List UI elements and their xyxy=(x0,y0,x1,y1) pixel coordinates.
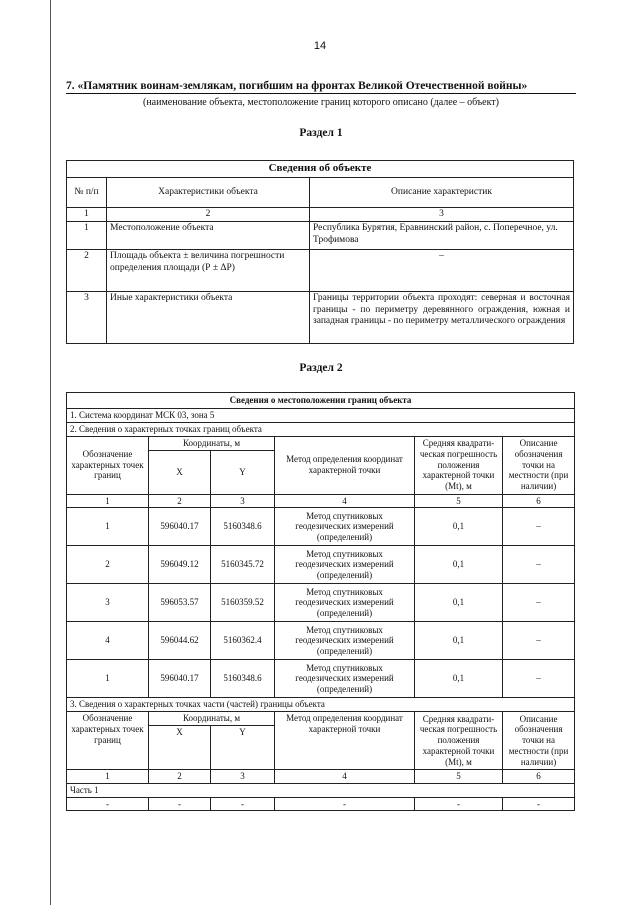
col-number: 2 xyxy=(107,208,310,222)
point-x: 596044.62 xyxy=(149,622,211,660)
part-cell: - xyxy=(67,797,149,811)
point-error: 0,1 xyxy=(415,622,503,660)
parts-header-coordinates: Координаты, м xyxy=(149,712,275,726)
col-number: 1 xyxy=(67,494,149,508)
col-number: 5 xyxy=(415,769,503,783)
header-x: X xyxy=(149,450,211,494)
header-num: № п/п xyxy=(67,178,107,208)
parts-header-point: Обозначение характерных точек границ xyxy=(67,712,149,770)
point-y: 5160348.6 xyxy=(211,508,275,546)
point-id: 1 xyxy=(67,660,149,698)
header-coordinates: Координаты, м xyxy=(149,436,275,450)
row-characteristic: Площадь объекта ± величина погрешности определения площади (Р ± ΔР) xyxy=(107,250,310,292)
header-point-description: Описание обозначения точки на местности (при наличии) xyxy=(503,436,575,494)
point-method: Метод спутниковых геодезических измерений (определений) xyxy=(275,508,415,546)
row-num: 1 xyxy=(67,222,107,250)
parts-header-x: X xyxy=(149,725,211,769)
point-description: – xyxy=(503,660,575,698)
point-method: Метод спутниковых геодезических измерений (определений) xyxy=(275,584,415,622)
part-cell: - xyxy=(503,797,575,811)
point-method: Метод спутниковых геодезических измерений (определений) xyxy=(275,546,415,584)
col-number: 6 xyxy=(503,769,575,783)
col-number: 6 xyxy=(503,494,575,508)
table-row xyxy=(67,250,574,292)
table-row xyxy=(67,660,575,698)
coordinate-system-line: 1. Система координат МСК 03, зона 5 xyxy=(67,409,575,423)
table-row xyxy=(67,292,574,344)
boundary-points-line: 2. Сведения о характерных точках границ объекта xyxy=(67,422,575,436)
col-number: 2 xyxy=(149,494,211,508)
table-row xyxy=(67,797,575,811)
table-row xyxy=(67,222,574,250)
table-row xyxy=(67,508,575,546)
object-subtitle: (наименование объекта, местоположение границ которого описано (далее – объект) xyxy=(142,97,500,108)
header-error: Средняя квадрати-ческая погрешность положения характерной точки (Mt), м xyxy=(415,436,503,494)
point-method: Метод спутниковых геодезических измерений (определений) xyxy=(275,622,415,660)
table-row xyxy=(67,546,575,584)
part-cell: - xyxy=(415,797,503,811)
point-method: Метод спутниковых геодезических измерений (определений) xyxy=(275,660,415,698)
col-number: 4 xyxy=(275,494,415,508)
col-number: 2 xyxy=(149,769,211,783)
col-number: 3 xyxy=(211,769,275,783)
col-number: 3 xyxy=(310,208,574,222)
point-x: 596040.17 xyxy=(149,660,211,698)
point-x: 596049.12 xyxy=(149,546,211,584)
object-title: 7. «Памятник воинам-землякам, погибшим на фронтах Великой Отечественной войны» xyxy=(66,80,576,94)
point-y: 5160362.4 xyxy=(211,622,275,660)
point-x: 596040.17 xyxy=(149,508,211,546)
table-row xyxy=(67,584,575,622)
part-points-line: 3. Сведения о характерных точках части (частей) границы объекта xyxy=(67,698,575,712)
object-info-table xyxy=(66,160,574,344)
section2-heading: Раздел 2 xyxy=(299,362,343,374)
point-x: 596053.57 xyxy=(149,584,211,622)
parts-header-method: Метод определения координат характерной точки xyxy=(275,712,415,770)
boundary-caption: Сведения о местоположении границ объекта xyxy=(67,393,575,409)
row-description: Границы территории объекта проходят: северная и восточная границы - по периметру деревянного ограждения, южная и западная границы - по периметру металлического ограждения xyxy=(310,292,574,344)
point-y: 5160348.6 xyxy=(211,660,275,698)
col-number: 1 xyxy=(67,208,107,222)
point-description: – xyxy=(503,584,575,622)
point-error: 0,1 xyxy=(415,508,503,546)
table-row xyxy=(67,622,575,660)
row-num: 2 xyxy=(67,250,107,292)
row-description: Республика Бурятия, Еравнинский район, с. Поперечное, ул. Трофимова xyxy=(310,222,574,250)
parts-header-point-description: Описание обозначения точки на местности (при наличии) xyxy=(503,712,575,770)
parts-header-error: Средняя квадрати-ческая погрешность положения характерной точки (Mt), м xyxy=(415,712,503,770)
point-y: 5160359.52 xyxy=(211,584,275,622)
point-id: 1 xyxy=(67,508,149,546)
parts-header-y: Y xyxy=(211,725,275,769)
col-number: 5 xyxy=(415,494,503,508)
point-description: – xyxy=(503,622,575,660)
point-error: 0,1 xyxy=(415,660,503,698)
col-number: 1 xyxy=(67,769,149,783)
page-margin-line xyxy=(50,0,51,905)
header-characteristic: Характеристики объекта xyxy=(107,178,310,208)
page-number: 14 xyxy=(313,40,327,52)
boundary-table xyxy=(66,392,575,811)
row-num: 3 xyxy=(67,292,107,344)
header-point: Обозначение характерных точек границ xyxy=(67,436,149,494)
point-description: – xyxy=(503,508,575,546)
section1-heading: Раздел 1 xyxy=(299,127,343,139)
point-y: 5160345.72 xyxy=(211,546,275,584)
point-error: 0,1 xyxy=(415,584,503,622)
point-id: 2 xyxy=(67,546,149,584)
object-info-caption: Сведения об объекте xyxy=(67,161,574,178)
part-cell: - xyxy=(149,797,211,811)
header-description: Описание характеристик xyxy=(310,178,574,208)
col-number: 3 xyxy=(211,494,275,508)
col-number: 4 xyxy=(275,769,415,783)
point-id: 4 xyxy=(67,622,149,660)
part-label: Часть 1 xyxy=(67,783,575,797)
row-description: – xyxy=(310,250,574,292)
point-id: 3 xyxy=(67,584,149,622)
part-cell: - xyxy=(275,797,415,811)
row-characteristic: Иные характеристики объекта xyxy=(107,292,310,344)
row-characteristic: Местоположение объекта xyxy=(107,222,310,250)
header-method: Метод определения координат характерной точки xyxy=(275,436,415,494)
header-y: Y xyxy=(211,450,275,494)
point-error: 0,1 xyxy=(415,546,503,584)
point-description: – xyxy=(503,546,575,584)
part-cell: - xyxy=(211,797,275,811)
